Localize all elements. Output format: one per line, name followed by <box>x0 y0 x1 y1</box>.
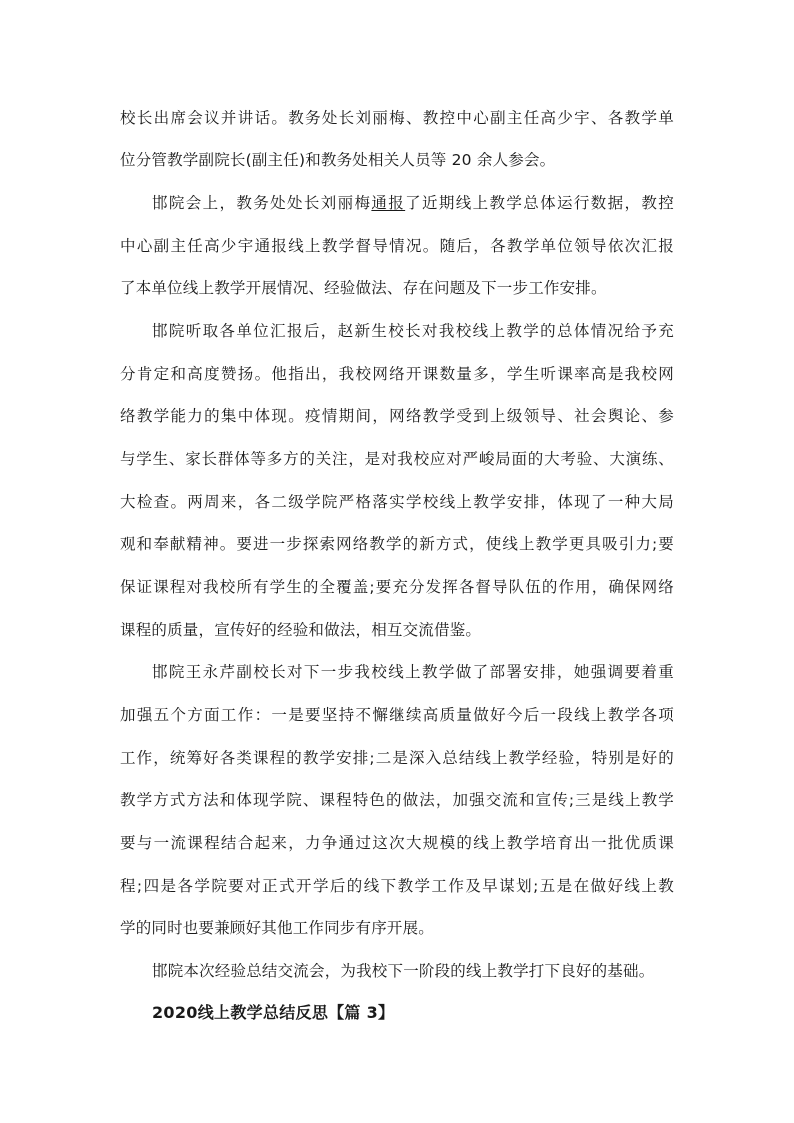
text-line: 络教学能力的集中体现。疫情期间，网络教学受到上级领导、社会舆论、参 <box>120 407 674 425</box>
text-line: 邯院听取各单位汇报后，赵新生校长对我校线上教学的总体情况给予充 <box>152 322 674 340</box>
section-heading: 2020线上教学总结反思【篇 3】 <box>152 1003 395 1022</box>
text-line: 要与一流课程结合起来，力争通过这次大规模的线上教学培育出一批优质课 <box>120 834 674 852</box>
text-line: 与学生、家长群体等多方的关注，是对我校应对严峻局面的大考验、大演练、 <box>120 450 674 468</box>
text-line: 校长出席会议并讲话。教务处长刘丽梅、教控中心副主任高少宇、各教学单 <box>120 109 674 127</box>
text-line: 程;四是各学院要对正式开学后的线下教学工作及早谋划;五是在做好线上教 <box>120 877 674 895</box>
text-line: 保证课程对我校所有学生的全覆盖;要充分发挥各督导队伍的作用，确保网络 <box>120 578 674 596</box>
text-line: 观和奉献精神。要进一步探索网络教学的新方式，使线上教学更具吸引力;要 <box>120 535 674 553</box>
text-line: 加强五个方面工作：一是要坚持不懈继续高质量做好今后一段线上教学各项 <box>120 706 674 724</box>
text-line: 邯院会上，教务处处长刘丽梅通报了近期线上教学总体运行数据，教控 <box>152 194 674 212</box>
text-line: 位分管教学副院长(副主任)和教务处相关人员等 20 余人参会。 <box>120 151 556 169</box>
text-line: 教学方式方法和体现学院、课程特色的做法，加强交流和宣传;三是线上教学 <box>120 791 674 809</box>
text-line: 分肯定和高度赞扬。他指出，我校网络开课数量多，学生听课率高是我校网 <box>120 365 674 383</box>
text-line: 学的同时也要兼顾好其他工作同步有序开展。 <box>120 919 435 937</box>
text-line: 邯院本次经验总结交流会，为我校下一阶段的线上教学打下良好的基础。 <box>152 962 655 980</box>
text-line: 大检查。两周来，各二级学院严格落实学校线上教学安排，体现了一种大局 <box>120 493 674 511</box>
underlined-term: 通报 <box>371 194 406 212</box>
text-line: 课程的质量，宣传好的经验和做法，相互交流借鉴。 <box>120 621 482 639</box>
text-line: 邯院王永芹副校长对下一步我校线上教学做了部署安排，她强调要着重 <box>152 663 674 681</box>
text-line: 了本单位线上教学开展情况、经验做法、存在问题及下一步工作安排。 <box>120 279 607 297</box>
text-line: 工作，统筹好各类课程的教学安排;二是深入总结线上教学经验，特别是好的 <box>120 749 674 767</box>
text-line: 中心副主任高少宇通报线上教学督导情况。随后，各教学单位领导依次汇报 <box>120 237 674 255</box>
